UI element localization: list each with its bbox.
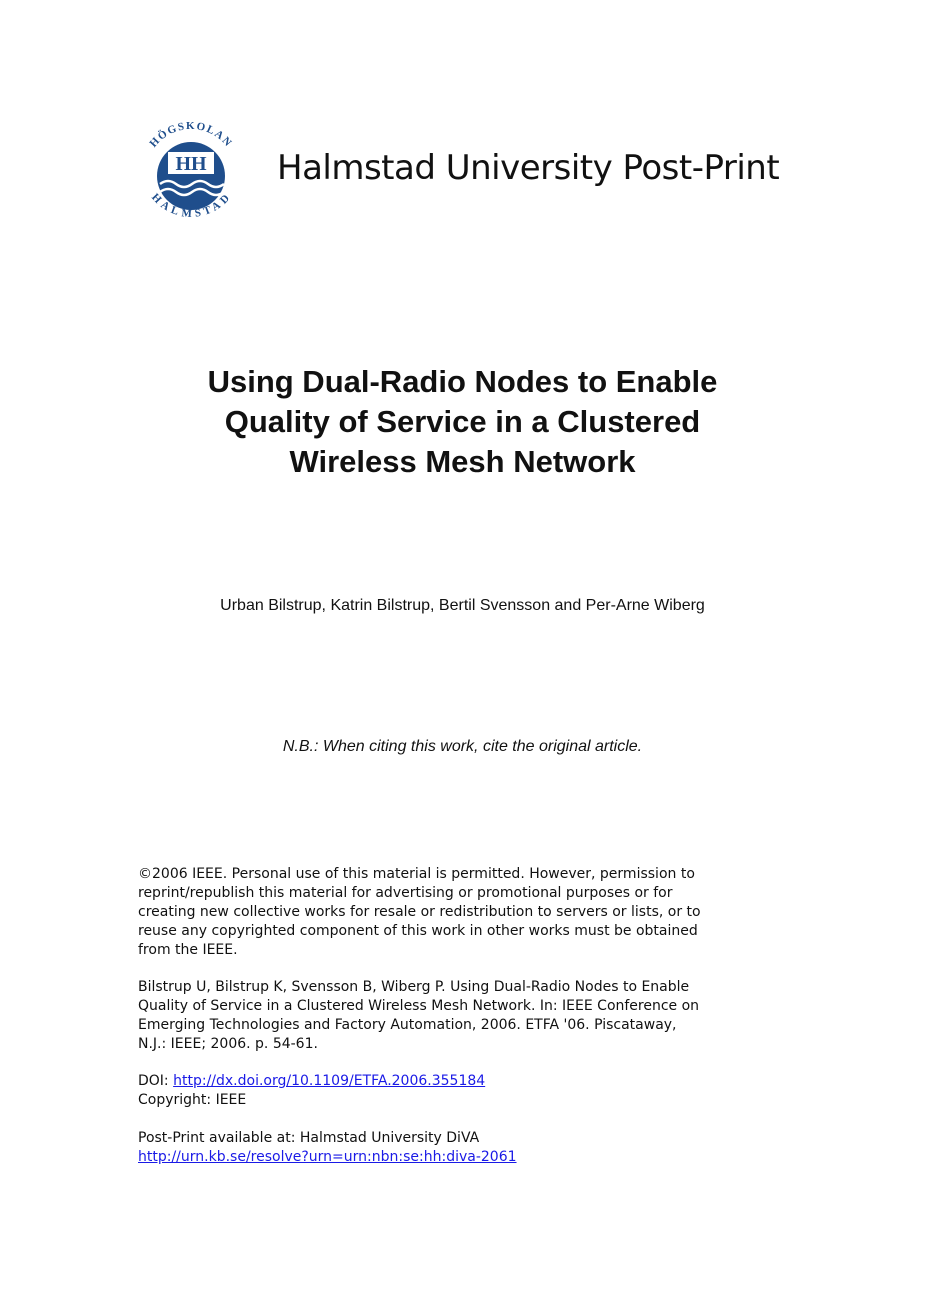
svg-text:HÖGSKOLAN: HÖGSKOLAN [147,120,235,150]
paper-title [100,362,825,482]
diva-link[interactable]: http://urn.kb.se/resolve?urn=urn:nbn:se:hh:diva-2061 [138,1149,517,1165]
permission-line: reprint/republish this material for advertising or promotional purposes or for [138,885,673,901]
citation-line: Bilstrup U, Bilstrup K, Svensson B, Wiberg P. Using Dual-Radio Nodes to Enable [138,979,690,995]
permission-statement [138,865,798,960]
authors: Urban Bilstrup, Katrin Bilstrup, Bertil Svensson and Per-Arne Wiberg [220,597,705,614]
citation-note: N.B.: When citing this work, cite the original article. [282,738,643,755]
postprint-label: Post-Print available at: Halmstad University DiVA [138,1130,480,1146]
postprint-block [138,1129,798,1167]
permission-line: from the IEEE. [138,942,238,958]
permission-line: reuse any copyrighted component of this work in other works must be obtained [138,923,698,939]
citation-reference [138,978,798,1054]
doi-label: DOI: [138,1073,174,1089]
citation-line: Emerging Technologies and Factory Automation, 2006. ETFA '06. Piscataway, [138,1017,677,1033]
doi-link[interactable]: http://dx.doi.org/10.1109/ETFA.2006.355184 [173,1073,486,1089]
header-title: Halmstad University Post-Print [277,148,780,188]
paper-title-line: Wireless Mesh Network [289,444,636,479]
permission-line: creating new collective works for resale or redistribution to servers or lists, or to [138,904,701,920]
copyright-text: Copyright: IEEE [138,1092,247,1108]
university-logo [132,112,250,230]
permission-line: ©2006 IEEE. Personal use of this material is permitted. However, permission to [138,866,695,882]
svg-text:HH: HH [175,153,207,175]
paper-title-line: Using Dual-Radio Nodes to Enable [207,364,718,399]
svg-text:HALMSTAD: HALMSTAD [149,191,233,221]
doi-block [138,1072,798,1110]
paper-title-line: Quality of Service in a Clustered [224,404,701,439]
postprint-line [138,1148,798,1167]
citation-line: Quality of Service in a Clustered Wireless Mesh Network. In: IEEE Conference on [138,998,700,1014]
citation-line: N.J.: IEEE; 2006. p. 54-61. [138,1036,318,1052]
doi-line [138,1072,798,1091]
halmstad-seal-icon [132,112,250,230]
